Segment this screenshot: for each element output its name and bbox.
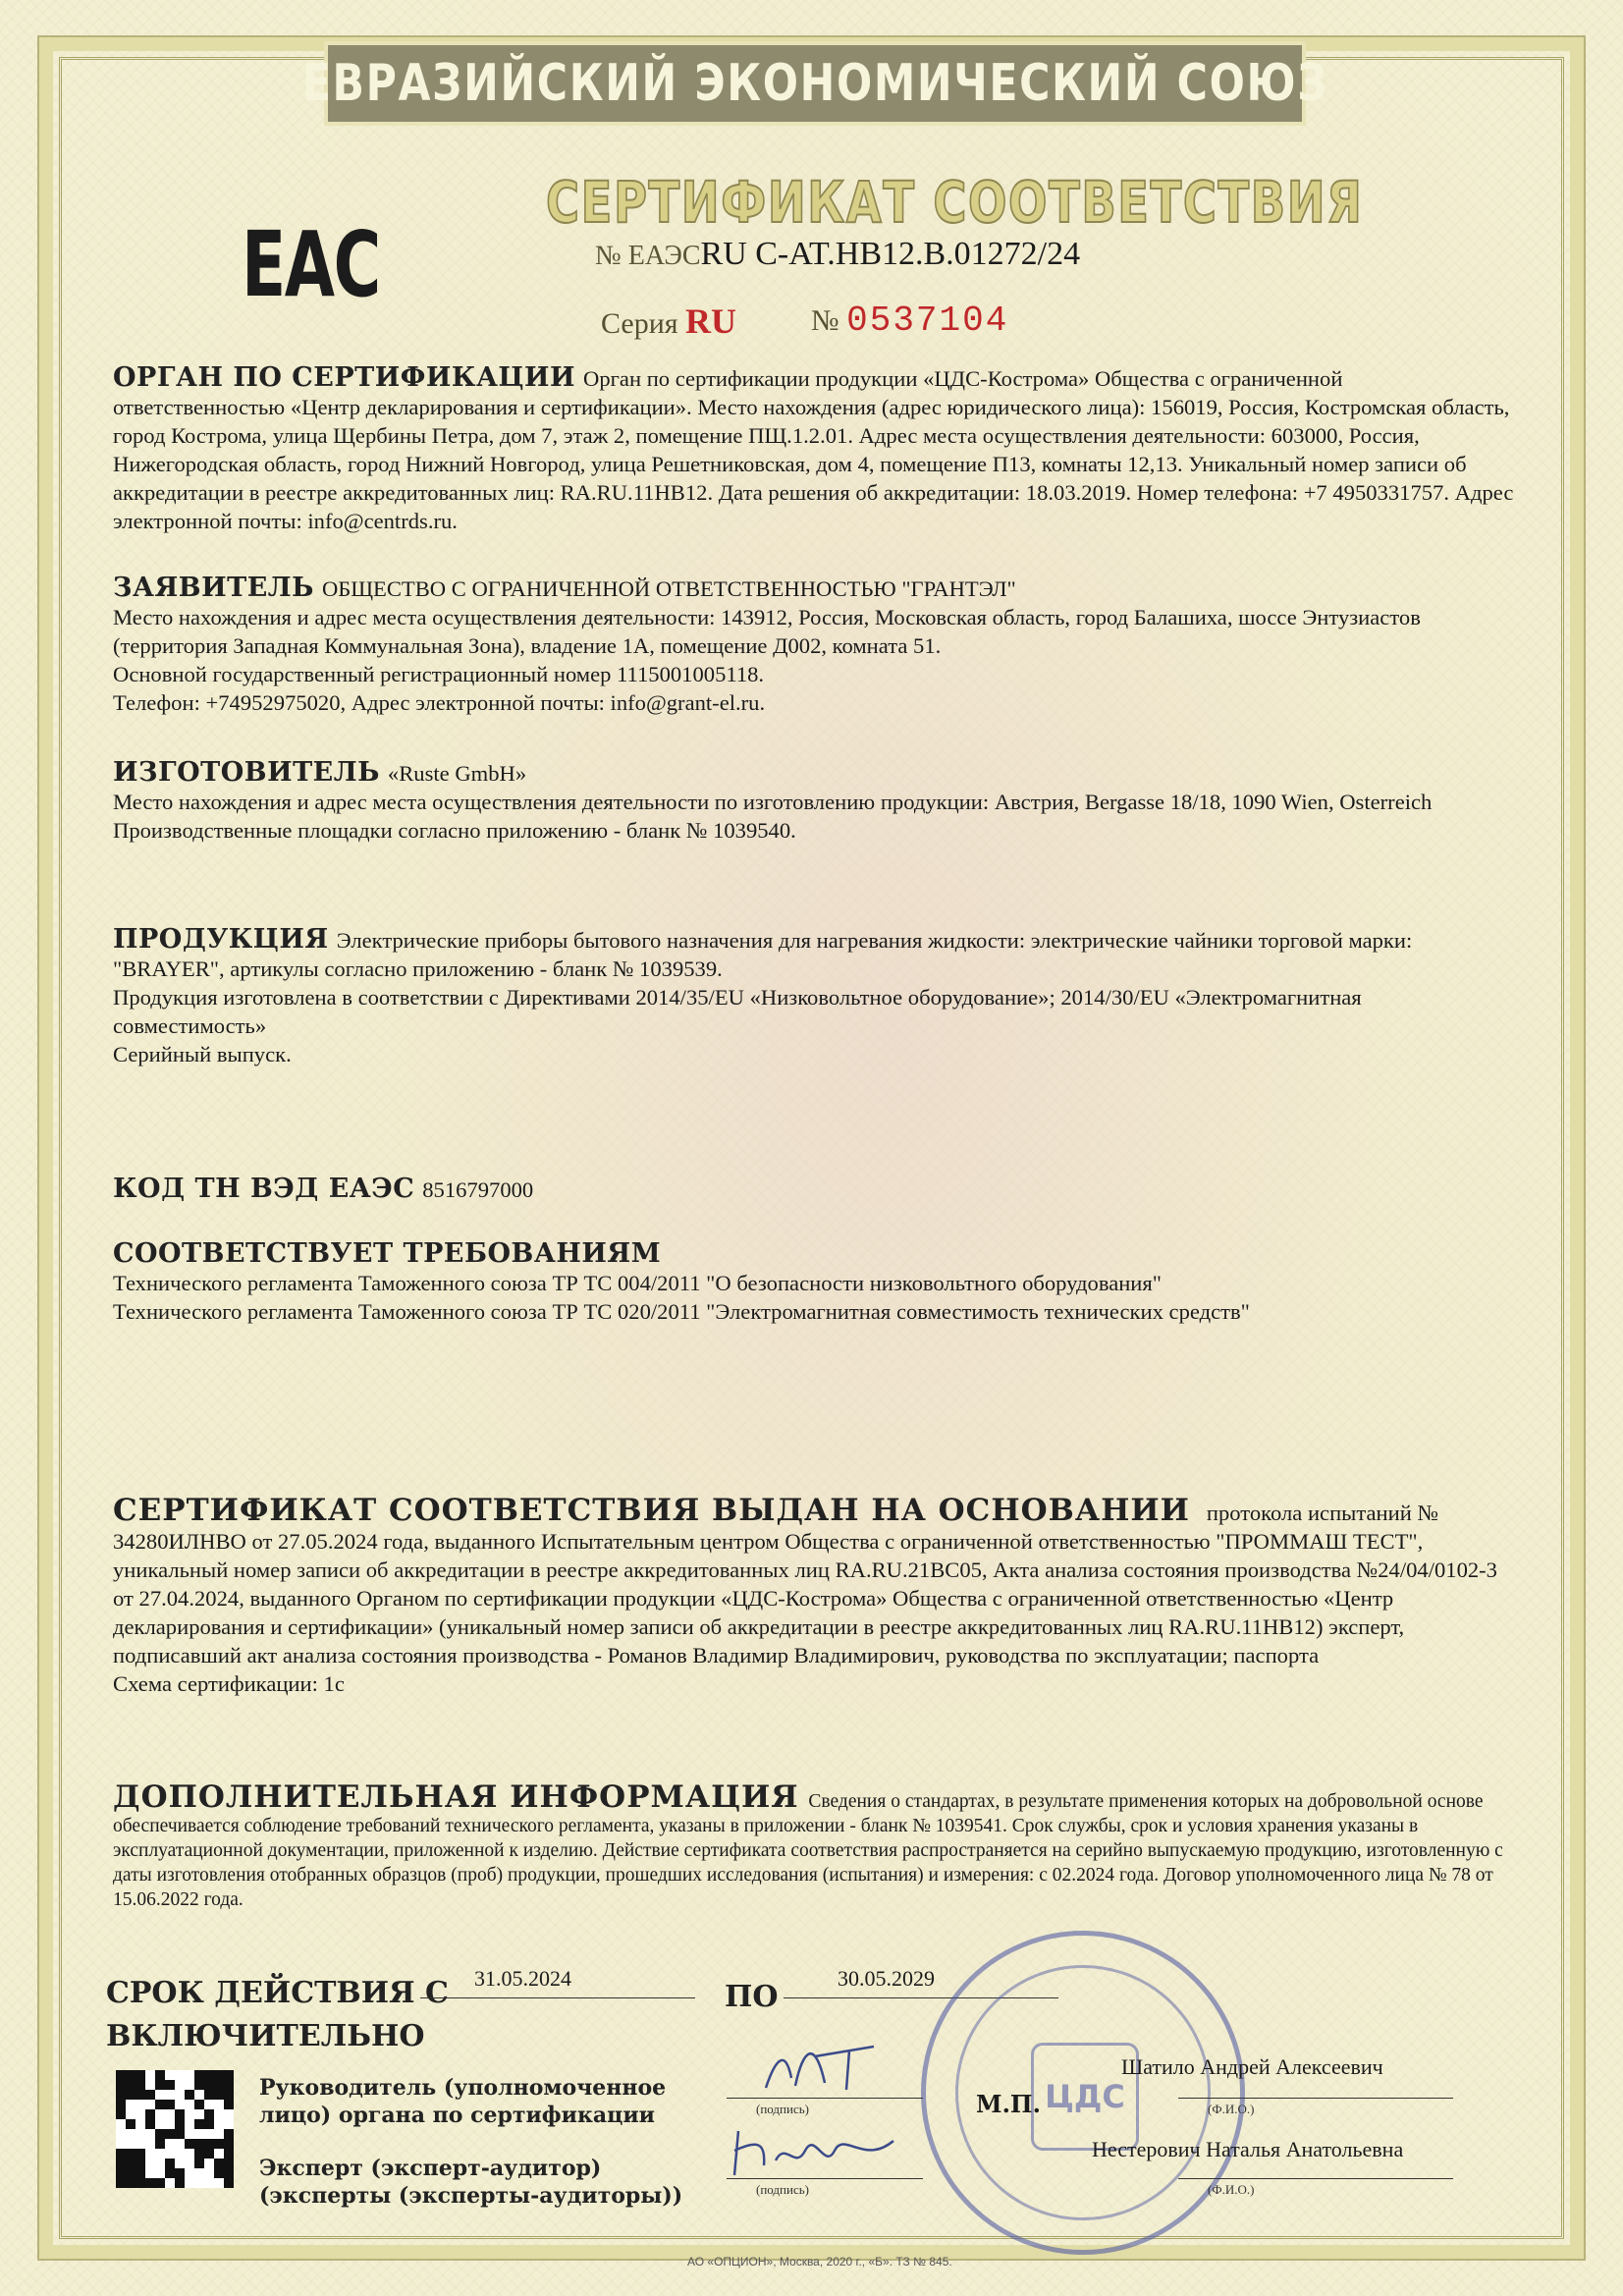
certification-body-section [113, 363, 1517, 535]
qr-module [194, 2178, 204, 2188]
stamp-place-label: М.П. [976, 2090, 1041, 2118]
qr-module [145, 2159, 155, 2168]
head-signature [756, 2029, 893, 2098]
qr-module [116, 2149, 126, 2159]
qr-module [135, 2100, 145, 2109]
qr-module [165, 2129, 175, 2139]
validity-from-date: 31.05.2024 [474, 1966, 571, 1991]
qr-module [175, 2178, 185, 2188]
qr-module [204, 2178, 214, 2188]
qr-module [155, 2119, 165, 2129]
basis-section [113, 1493, 1517, 1698]
qr-module [155, 2168, 165, 2178]
qr-module [155, 2080, 165, 2090]
series-code: RU [685, 301, 737, 341]
qr-module [194, 2139, 204, 2149]
qr-module [185, 2109, 194, 2119]
tnved-heading: КОД ТН ВЭД ЕАЭС [113, 1174, 415, 1204]
qr-module [135, 2139, 145, 2149]
qr-module [214, 2100, 224, 2109]
qr-module [185, 2159, 194, 2168]
validity-inclusive-label: ВКЛЮЧИТЕЛЬНО [106, 2019, 425, 2053]
qr-module [175, 2119, 185, 2129]
product-text: Электрические приборы бытового назначения для нагревания жидкости: электрические чайники торговой марки: "BRAYER", артикулы согласно приложению - бланк № 1039539. [113, 928, 1413, 981]
basis-scheme: Схема сертификации: 1с [113, 1671, 345, 1696]
qr-module [126, 2100, 135, 2109]
qr-module [204, 2168, 214, 2178]
expert-signature [727, 2121, 903, 2180]
expert-name-line [1178, 2178, 1453, 2179]
qr-module [194, 2090, 204, 2100]
qr-module [135, 2080, 145, 2090]
qr-module [224, 2109, 234, 2119]
qr-module [126, 2159, 135, 2168]
expert-label-line-2: (эксперты (эксперты-аудиторы)) [259, 2183, 683, 2209]
qr-module [126, 2109, 135, 2119]
qr-module [224, 2139, 234, 2149]
certificate-number [595, 236, 1080, 273]
qr-module [165, 2139, 175, 2149]
qr-module [126, 2168, 135, 2178]
qr-module [185, 2070, 194, 2080]
qr-module [204, 2080, 214, 2090]
qr-module [175, 2149, 185, 2159]
manufacturer-sites: Производственные площадки согласно приложению - бланк № 1039540. [113, 818, 796, 843]
qr-module [165, 2109, 175, 2119]
manufacturer-address: Место нахождения и адрес места осуществления деятельности по изготовлению продукции: Австрия, Bergasse 18/18, 1090 Wien, Osterreich [113, 790, 1433, 814]
qr-module [145, 2168, 155, 2178]
print-footer: АО «ОПЦИОН», Москва, 2020 г., «Б». ТЗ № 845. [687, 2255, 952, 2269]
qr-module [126, 2090, 135, 2100]
qr-module [185, 2119, 194, 2129]
qr-module [194, 2149, 204, 2159]
qr-module [175, 2080, 185, 2090]
requirements-heading: СООТВЕТСТВУЕТ ТРЕБОВАНИЯМ [113, 1238, 662, 1269]
series [601, 301, 736, 342]
qr-module [224, 2178, 234, 2188]
certification-body-heading: ОРГАН ПО СЕРТИФИКАЦИИ [113, 362, 576, 393]
head-label [259, 2074, 666, 2129]
head-signature-line [727, 2098, 923, 2099]
qr-module [145, 2070, 155, 2080]
qr-module [175, 2109, 185, 2119]
qr-module [204, 2159, 214, 2168]
qr-module [116, 2080, 126, 2090]
qr-module [135, 2109, 145, 2119]
qr-module [175, 2070, 185, 2080]
qr-module [224, 2168, 234, 2178]
qr-module [185, 2090, 194, 2100]
certificate-number-value: RU С-AT.НВ12.В.01272/24 [700, 236, 1081, 272]
qr-module [165, 2100, 175, 2109]
applicant-name: ОБЩЕСТВО С ОГРАНИЧЕННОЙ ОТВЕТСТВЕННОСТЬЮ "ГРАНТЭЛ" [321, 576, 1016, 601]
certificate-title: СЕРТИФИКАТ СООТВЕТСТВИЯ [546, 169, 1364, 236]
qr-module [224, 2090, 234, 2100]
qr-module [155, 2070, 165, 2080]
qr-module [214, 2149, 224, 2159]
qr-module [116, 2109, 126, 2119]
manufacturer-name: «Ruste GmbH» [387, 761, 527, 786]
tnved-code: 8516797000 [422, 1177, 534, 1202]
qr-module [214, 2080, 224, 2090]
qr-module [145, 2139, 155, 2149]
qr-module [126, 2178, 135, 2188]
qr-module [175, 2139, 185, 2149]
qr-module [155, 2090, 165, 2100]
qr-module [145, 2080, 155, 2090]
qr-module [135, 2168, 145, 2178]
qr-module [135, 2159, 145, 2168]
additional-text: Сведения о стандартах, в результате применения которых на добровольной основе обеспечивается соблюдение требований технического регламента, указаны в приложении - бланк № 1039541. Срок службы, срок и условия хранения указаны в эксплуатационной документации, приложенной к изделию. Действие сертификата соответствия распространяется на серийно выпускаемую продукцию, изготовленную с даты изготовления отобранных образцов (проб) продукции, прошедших исследования (испытания) и измерения: с 02.2024 года. Договор уполномоченного лица № 78 от 15.06.2022 года. [113, 1791, 1503, 1910]
qr-module [155, 2100, 165, 2109]
product-heading: ПРОДУКЦИЯ [113, 924, 329, 955]
qr-module [204, 2070, 214, 2080]
qr-module [194, 2109, 204, 2119]
applicant-ogrn: Основной государственный регистрационный номер 1115001005118. [113, 662, 765, 686]
qr-module [116, 2129, 126, 2139]
certification-body-text: Орган по сертификации продукции «ЦДС-Кострома» Общества с ограниченной ответственностью «Центр декларирования и сертификации». Место нахождения (адрес юридического лица): 156019, Россия, Костромская область, город Кострома, улица Щербины Петра, дом 7, этаж 2, помещение ПЩ.1.2.01. Адрес места осуществления деятельности: 603000, Россия, Нижегородская область, город Нижний Новгород, улица Решетниковская, дом 4, помещение П13, комнаты 12,13. Уникальный номер записи об аккредитации в реестре аккредитованных лиц: RA.RU.11HB12. Дата решения об аккредитации: 18.03.2019. Номер телефона: +7 4950331757. Адрес электронной почты: info@centrds.ru. [113, 366, 1514, 533]
qr-module [204, 2139, 214, 2149]
expert-sign-caption: (подпись) [756, 2182, 809, 2197]
qr-module [145, 2149, 155, 2159]
qr-module [194, 2119, 204, 2129]
blank-number [811, 301, 1008, 341]
qr-module [214, 2070, 224, 2080]
qr-module [145, 2178, 155, 2188]
qr-module [145, 2100, 155, 2109]
qr-module [116, 2178, 126, 2188]
head-label-line-2: лицо) органа по сертификации [259, 2103, 655, 2128]
head-label-line-1: Руководитель (уполномоченное [259, 2075, 667, 2101]
qr-module [175, 2129, 185, 2139]
qr-module [116, 2100, 126, 2109]
applicant-heading: ЗАЯВИТЕЛЬ [113, 573, 314, 603]
qr-module [126, 2129, 135, 2139]
validity-to-date: 30.05.2029 [838, 1966, 935, 1991]
tnved-section [113, 1175, 1517, 1204]
qr-module [224, 2119, 234, 2129]
qr-module [135, 2119, 145, 2129]
qr-module [204, 2129, 214, 2139]
qr-module [116, 2168, 126, 2178]
qr-module [224, 2149, 234, 2159]
head-name-line [1178, 2098, 1453, 2099]
qr-module [165, 2168, 175, 2178]
qr-module [175, 2168, 185, 2178]
certificate-number-prefix: № ЕАЭС [595, 241, 701, 271]
product-directives: Продукция изготовлена в соответствии с Директивами 2014/35/EU «Низковольтное оборудование»; 2014/30/EU «Электромагнитная совместимость» [113, 985, 1362, 1038]
qr-module [165, 2070, 175, 2080]
qr-module [116, 2070, 126, 2080]
qr-module [194, 2168, 204, 2178]
qr-module [214, 2168, 224, 2178]
qr-module [145, 2119, 155, 2129]
manufacturer-section [113, 758, 1517, 845]
qr-module [155, 2149, 165, 2159]
validity-to-label: ПО [725, 1980, 779, 2014]
qr-module [194, 2129, 204, 2139]
qr-module [116, 2119, 126, 2129]
qr-module [165, 2080, 175, 2090]
qr-module [135, 2070, 145, 2080]
qr-module [155, 2139, 165, 2149]
seal-stamp-logo: ЦДС [1031, 2043, 1139, 2151]
qr-module [155, 2109, 165, 2119]
blank-number-prefix: № [811, 304, 839, 337]
qr-module [185, 2168, 194, 2178]
expert-label [259, 2155, 682, 2210]
qr-module [214, 2129, 224, 2139]
head-sign-caption: (подпись) [756, 2102, 809, 2116]
additional-heading: ДОПОЛНИТЕЛЬНАЯ ИНФОРМАЦИЯ [113, 1779, 799, 1815]
qr-module [165, 2159, 175, 2168]
qr-module [214, 2109, 224, 2119]
qr-module [204, 2090, 214, 2100]
qr-module [155, 2178, 165, 2188]
qr-module [126, 2149, 135, 2159]
qr-module [185, 2100, 194, 2109]
qr-code[interactable] [116, 2070, 234, 2188]
qr-module [135, 2178, 145, 2188]
requirements-line-1: Технического регламента Таможенного союза ТР ТС 004/2011 "О безопасности низковольтного оборудования" [113, 1271, 1163, 1295]
expert-fio-caption: (Ф.И.О.) [1208, 2182, 1255, 2197]
qr-module [185, 2129, 194, 2139]
qr-module [145, 2129, 155, 2139]
qr-module [126, 2139, 135, 2149]
qr-module [214, 2178, 224, 2188]
qr-module [126, 2080, 135, 2090]
basis-heading: СЕРТИФИКАТ СООТВЕТСТВИЯ ВЫДАН НА ОСНОВАНИИ [113, 1493, 1190, 1528]
requirements-section [113, 1239, 1517, 1326]
qr-module [204, 2100, 214, 2109]
qr-module [116, 2159, 126, 2168]
qr-module [214, 2090, 224, 2100]
qr-module [214, 2159, 224, 2168]
qr-module [126, 2119, 135, 2129]
additional-section [113, 1779, 1517, 1912]
validity-from-underline [420, 1997, 695, 1998]
requirements-line-2: Технического регламента Таможенного союза ТР ТС 020/2011 "Электромагнитная совместимость технических средств" [113, 1299, 1250, 1324]
qr-module [116, 2139, 126, 2149]
manufacturer-heading: ИЗГОТОВИТЕЛЬ [113, 757, 380, 788]
qr-module [145, 2109, 155, 2119]
basis-text: протокола испытаний № 34280ИЛНВО от 27.05.2024 года, выданного Испытательным центром Общества с ограниченной ответственностью "ПРОММАШ ТЕСТ", уникальный номер записи об аккредитации в реестре аккредитованных лиц RA.RU.21ВС05, Акта анализа состояния производства №24/04/0102-3 от 27.04.2024, выданного Органом по сертификации продукции «ЦДС-Кострома» Общества с ограниченной ответственностью «Центр декларирования и сертификации» (уникальный номер записи об аккредитации в реестре аккредитованных лиц RA.RU.11HB12) эксперт, подписавший акт анализа состояния производства - Романов Владимир Владимирович, руководства по эксплуатации; паспорта [113, 1501, 1497, 1667]
qr-module [224, 2129, 234, 2139]
qr-module [135, 2129, 145, 2139]
product-serial: Серийный выпуск. [113, 1042, 292, 1066]
qr-module [185, 2178, 194, 2188]
qr-module [185, 2149, 194, 2159]
qr-module [204, 2109, 214, 2119]
qr-module [214, 2139, 224, 2149]
qr-module [165, 2119, 175, 2129]
qr-module [194, 2080, 204, 2090]
head-name: Шатило Андрей Алексеевич [1121, 2054, 1383, 2079]
series-label: Серия [601, 307, 678, 340]
qr-module [224, 2100, 234, 2109]
qr-module [194, 2159, 204, 2168]
qr-module [135, 2149, 145, 2159]
product-section [113, 925, 1517, 1068]
qr-module [175, 2090, 185, 2100]
qr-module [155, 2159, 165, 2168]
eac-logo: ЕАС [242, 212, 380, 317]
qr-module [155, 2129, 165, 2139]
expert-name: Нестерович Наталья Анатольевна [1092, 2137, 1404, 2161]
head-fio-caption: (Ф.И.О.) [1208, 2102, 1255, 2116]
qr-module [145, 2090, 155, 2100]
applicant-section [113, 574, 1517, 717]
qr-module [175, 2159, 185, 2168]
qr-module [165, 2178, 175, 2188]
qr-module [224, 2080, 234, 2090]
qr-module [165, 2149, 175, 2159]
blank-number-value: 0537104 [846, 301, 1009, 341]
qr-module [175, 2100, 185, 2109]
expert-label-line-1: Эксперт (эксперт-аудитор) [259, 2156, 602, 2181]
qr-module [126, 2070, 135, 2080]
qr-module [165, 2090, 175, 2100]
applicant-contacts: Телефон: +74952975020, Адрес электронной почты: info@grant-el.ru. [113, 690, 766, 715]
qr-module [194, 2070, 204, 2080]
qr-module [204, 2149, 214, 2159]
qr-module [214, 2119, 224, 2129]
qr-module [224, 2070, 234, 2080]
validity-from-label: СРОК ДЕЙСТВИЯ С [106, 1976, 449, 2010]
qr-module [224, 2159, 234, 2168]
qr-module [185, 2139, 194, 2149]
applicant-address: Место нахождения и адрес места осуществления деятельности: 143912, Россия, Московская область, город Балашиха, шоссе Энтузиастов (территория Западная Коммунальная Зона), владение 1А, помещение Д002, комната 51. [113, 605, 1421, 658]
union-banner [301, 41, 1328, 126]
qr-module [185, 2080, 194, 2090]
qr-module [116, 2090, 126, 2100]
union-title: ЕВРАЗИЙСКИЙ ЭКОНОМИЧЕСКИЙ СОЮЗ [301, 54, 1328, 113]
qr-module [204, 2119, 214, 2129]
qr-module [135, 2090, 145, 2100]
qr-module [194, 2100, 204, 2109]
